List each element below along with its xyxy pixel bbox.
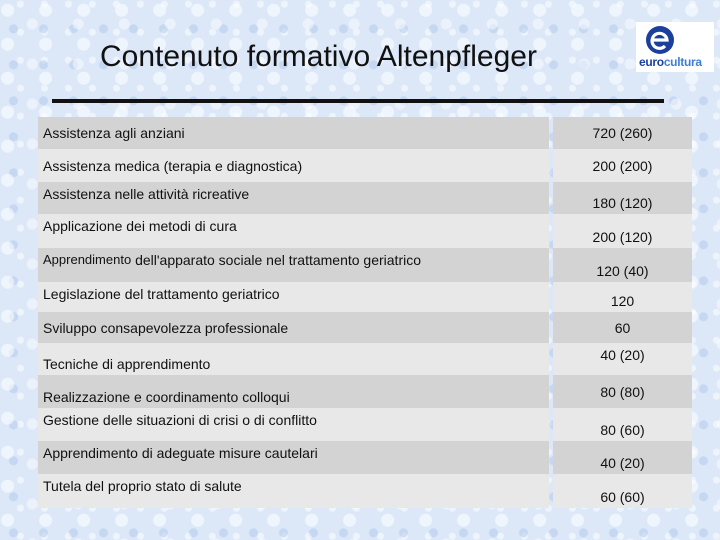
table-row (38, 214, 692, 248)
row-value: 120 (40) (553, 248, 692, 282)
row-label (38, 248, 549, 282)
table-row (38, 248, 692, 282)
row-value: 40 (20) (553, 343, 692, 375)
row-label: Assistenza agli anziani (38, 117, 549, 149)
row-label: Legislazione del trattamento geriatrico (38, 282, 549, 312)
row-label-prefix: Apprendimento (43, 252, 132, 267)
table-row (38, 375, 692, 408)
row-label: Sviluppo consapevolezza professionale (38, 312, 549, 343)
row-value: 40 (20) (553, 441, 692, 474)
row-value: 60 (553, 312, 692, 343)
row-label: Assistenza nelle attività ricreative (38, 182, 549, 214)
row-value: 80 (60) (553, 408, 692, 441)
content-table (38, 117, 692, 508)
row-value: 60 (60) (553, 474, 692, 508)
row-value: 200 (120) (553, 214, 692, 248)
row-value: 200 (200) (553, 149, 692, 182)
row-value: 80 (80) (553, 375, 692, 408)
row-label: Realizzazione e coordinamento colloqui (38, 375, 549, 408)
eurocultura-logo (636, 22, 714, 72)
row-value: 720 (260) (553, 117, 692, 149)
table-row (38, 441, 692, 474)
logo-wordmark: eurocultura (639, 55, 702, 69)
row-label: Gestione delle situazioni di crisi o di conflitto (38, 408, 549, 441)
row-label-text: dell'apparato sociale nel trattamento geriatrico (135, 252, 422, 268)
slide-title: Contenuto formativo Altenpfleger (100, 40, 537, 73)
row-label: Tutela del proprio stato di salute (38, 474, 549, 508)
logo-e-icon (644, 25, 676, 55)
table-row (38, 312, 692, 343)
table-row (38, 343, 692, 375)
row-label: Assistenza medica (terapia e diagnostica) (38, 149, 549, 182)
table-row (38, 408, 692, 441)
table-row (38, 149, 692, 182)
row-value: 180 (120) (553, 182, 692, 214)
row-value: 120 (553, 282, 692, 312)
table-row (38, 474, 692, 508)
table-row (38, 182, 692, 214)
row-label: Tecniche di apprendimento (38, 343, 549, 375)
row-label: Apprendimento di adeguate misure cautelari (38, 441, 549, 474)
table-row (38, 117, 692, 149)
title-underline (52, 99, 664, 103)
row-label: Applicazione dei metodi di cura (38, 214, 549, 248)
table-row (38, 282, 692, 312)
